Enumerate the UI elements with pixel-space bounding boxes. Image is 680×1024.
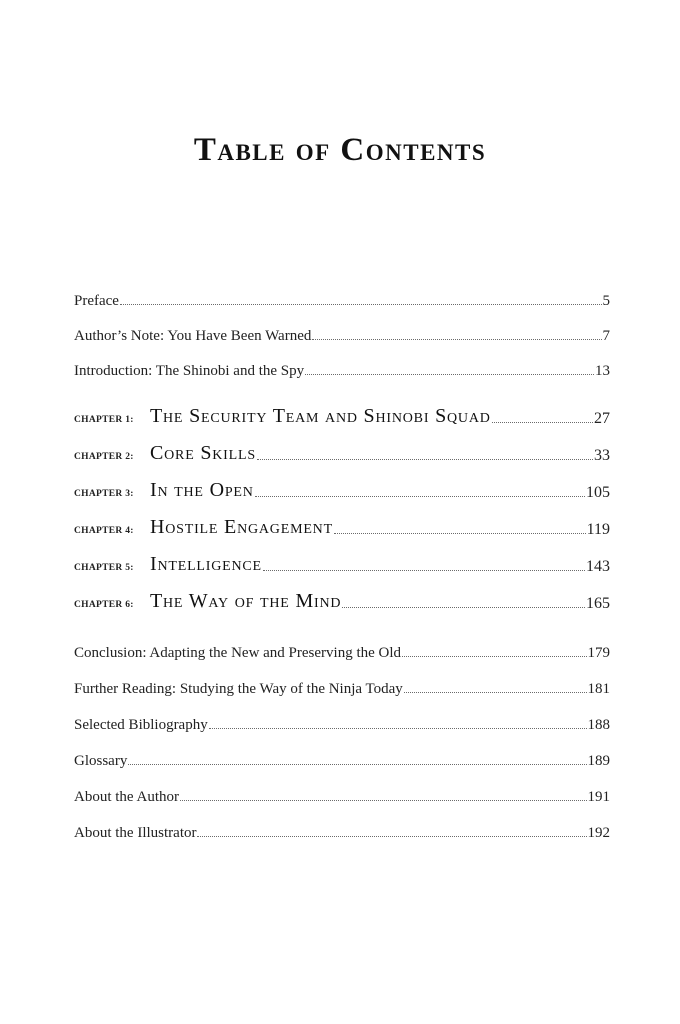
page-title: Table of Contents <box>193 132 487 168</box>
toc-page-number: 143 <box>586 558 610 575</box>
toc-entry-label: Conclusion: Adapting the New and Preserving the Old <box>74 645 402 661</box>
toc-entry-chapter-3[interactable] <box>74 472 610 502</box>
toc-entry-conclusion[interactable] <box>74 632 610 662</box>
toc-page-number: 179 <box>587 645 610 661</box>
toc-entry-preface[interactable] <box>74 280 610 310</box>
toc-page-number: 27 <box>594 410 610 427</box>
dot-leader <box>197 836 586 837</box>
toc-entry-chapter-2[interactable] <box>74 435 610 465</box>
chapter-number-label: CHAPTER 1: <box>74 415 134 425</box>
toc-entry-chapter-1[interactable] <box>74 398 610 428</box>
chapter-number-label: CHAPTER 4: <box>74 526 134 536</box>
dot-leader <box>263 570 585 571</box>
toc-entry-label: Selected Bibliography <box>74 717 208 733</box>
chapter-number-label: CHAPTER 2: <box>74 452 134 462</box>
chapter-title: The Way of the Mind <box>150 590 342 612</box>
dot-leader <box>402 656 586 657</box>
chapter-title: The Security Team and Shinobi Squad <box>150 405 491 427</box>
dot-leader <box>209 728 587 729</box>
toc-entry-label: Glossary <box>74 753 128 769</box>
dot-leader <box>312 339 601 340</box>
toc-page-number: 13 <box>595 363 610 379</box>
toc-entry-about-illustrator[interactable] <box>74 812 610 842</box>
toc-entry-chapter-5[interactable] <box>74 546 610 576</box>
chapter-number-label: CHAPTER 3: <box>74 489 134 499</box>
dot-leader <box>342 607 585 608</box>
dot-leader <box>257 459 593 460</box>
dot-leader <box>120 304 602 305</box>
toc-page-number: 191 <box>587 789 610 805</box>
toc-entry-label: About the Illustrator <box>74 825 197 841</box>
chapter-title: Intelligence <box>150 553 262 575</box>
chapter-number-label: CHAPTER 6: <box>74 600 134 610</box>
toc-entry-introduction[interactable] <box>74 350 610 380</box>
toc-entry-authors-note[interactable] <box>74 315 610 345</box>
toc-entry-label: Introduction: The Shinobi and the Spy <box>74 363 305 379</box>
toc-page-number: 192 <box>587 825 610 841</box>
dot-leader <box>492 422 593 423</box>
toc-entry-chapter-4[interactable] <box>74 509 610 539</box>
toc-entry-label: About the Author <box>74 789 179 805</box>
dot-leader <box>128 764 586 765</box>
toc-entry-about-author[interactable] <box>74 776 610 806</box>
toc-entry-label: Preface <box>74 293 119 309</box>
toc-entry-chapter-6[interactable] <box>74 583 610 613</box>
toc-page-number: 119 <box>586 521 610 538</box>
chapter-title: In the Open <box>150 479 254 501</box>
toc-page-number: 105 <box>586 484 610 501</box>
chapter-title: Core Skills <box>150 442 256 464</box>
toc-page-number: 165 <box>586 595 610 612</box>
toc-page-number: 33 <box>594 447 610 464</box>
dot-leader <box>334 533 586 534</box>
toc-page-number: 5 <box>602 293 610 309</box>
toc-page-number: 189 <box>587 753 610 769</box>
dot-leader <box>255 496 585 497</box>
toc-entry-further-reading[interactable] <box>74 668 610 698</box>
toc-page-number: 188 <box>587 717 610 733</box>
dot-leader <box>404 692 587 693</box>
dot-leader <box>180 800 587 801</box>
toc-entry-glossary[interactable] <box>74 740 610 770</box>
chapter-title: Hostile Engagement <box>150 516 333 538</box>
toc-entry-bibliography[interactable] <box>74 704 610 734</box>
dot-leader <box>305 374 594 375</box>
chapter-number-label: CHAPTER 5: <box>74 563 134 573</box>
toc-entry-label: Further Reading: Studying the Way of the Ninja Today <box>74 681 403 697</box>
toc-entry-label: Author’s Note: You Have Been Warned <box>74 328 312 344</box>
toc-page-number: 181 <box>587 681 610 697</box>
toc-page-number: 7 <box>602 328 610 344</box>
